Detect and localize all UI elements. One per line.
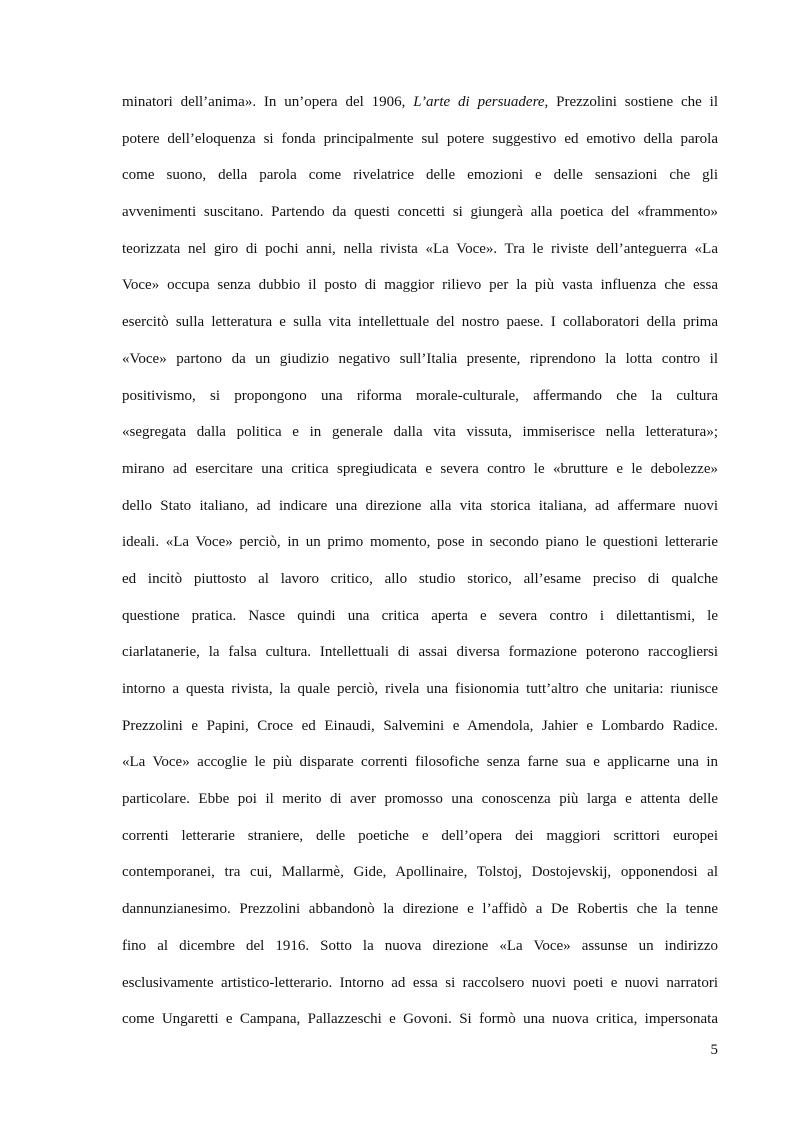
text-line: contemporanei, tra cui, Mallarmè, Gide, Apollinaire, Tolstoj, Dostojevskij, opponendosi al — [122, 864, 718, 881]
text-line: Voce» occupa senza dubbio il posto di maggior rilievo per la più vasta influenza che essa — [122, 277, 718, 294]
body-paragraph — [122, 88, 718, 1042]
text-line: potere dell’eloquenza si fonda principalmente sul potere suggestivo ed emotivo della parola — [122, 130, 718, 147]
text-line: ciarlatanerie, la falsa cultura. Intellettuali di assai diversa formazione poterono raccogliersi — [122, 644, 718, 661]
text-line: teorizzata nel giro di pochi anni, nella rivista «La Voce». Tra le riviste dell’anteguerra «La — [122, 240, 718, 257]
page-number: 5 — [710, 1042, 718, 1058]
text-line: positivismo, si propongono una riforma morale-culturale, affermando che la cultura — [122, 387, 718, 404]
text-line: «Voce» partono da un giudizio negativo sull’Italia presente, riprendono la lotta contro il — [122, 350, 718, 367]
text-line: particolare. Ebbe poi il merito di aver promosso una conoscenza più larga e attenta delle — [122, 791, 718, 808]
text-line: avvenimenti suscitano. Partendo da questi concetti si giungerà alla poetica del «frammento» — [122, 204, 718, 221]
text-line: «La Voce» accoglie le più disparate correnti filosofiche senza farne sua e applicarne una in — [122, 754, 718, 771]
text-line: dannunzianesimo. Prezzolini abbandonò la direzione e l’affidò a De Robertis che la tenne — [122, 901, 718, 918]
text-line: esclusivamente artistico-letterario. Intorno ad essa si raccolsero nuovi poeti e nuovi narratori — [122, 974, 718, 991]
text-line: come Ungaretti e Campana, Pallazzeschi e Govoni. Si formò una nuova critica, impersonata — [122, 1011, 718, 1028]
text-line: questione pratica. Nasce quindi una critica aperta e severa contro i dilettantismi, le — [122, 607, 718, 624]
text-line: «segregata dalla politica e in generale dalla vita vissuta, immiserisce nella letteratura»; — [122, 424, 718, 441]
text-line: esercitò sulla letteratura e sulla vita intellettuale del nostro paese. I collaboratori della prima — [122, 314, 718, 331]
text-line: ed incitò piuttosto al lavoro critico, allo studio storico, all’esame preciso di qualche — [122, 570, 718, 587]
text-line: Prezzolini e Papini, Croce ed Einaudi, Salvemini e Amendola, Jahier e Lombardo Radice. — [122, 717, 718, 734]
text-line: fino al dicembre del 1916. Sotto la nuova direzione «La Voce» assunse un indirizzo — [122, 937, 718, 954]
text-line: correnti letterarie straniere, delle poetiche e dell’opera dei maggiori scrittori europei — [122, 827, 718, 844]
book-title: L’arte di persuadere — [413, 94, 545, 110]
text-line: dello Stato italiano, ad indicare una direzione alla vita storica italiana, ad affermare nuovi — [122, 497, 718, 514]
text-line: intorno a questa rivista, la quale perciò, rivela una fisionomia tutt’altro che unitaria: riunisce — [122, 681, 718, 697]
text-line: come suono, della parola come rivelatrice delle emozioni e delle sensazioni che gli — [122, 167, 718, 184]
text-line: mirano ad esercitare una critica spregiudicata e severa contro le «brutture e le debolezze» — [122, 460, 718, 477]
text-line: minatori dell’anima». In un’opera del 1906, L’arte di persuadere, Prezzolini sostiene che il — [122, 94, 718, 110]
text-line: ideali. «La Voce» perciò, in un primo momento, pose in secondo piano le questioni letterarie — [122, 534, 718, 551]
